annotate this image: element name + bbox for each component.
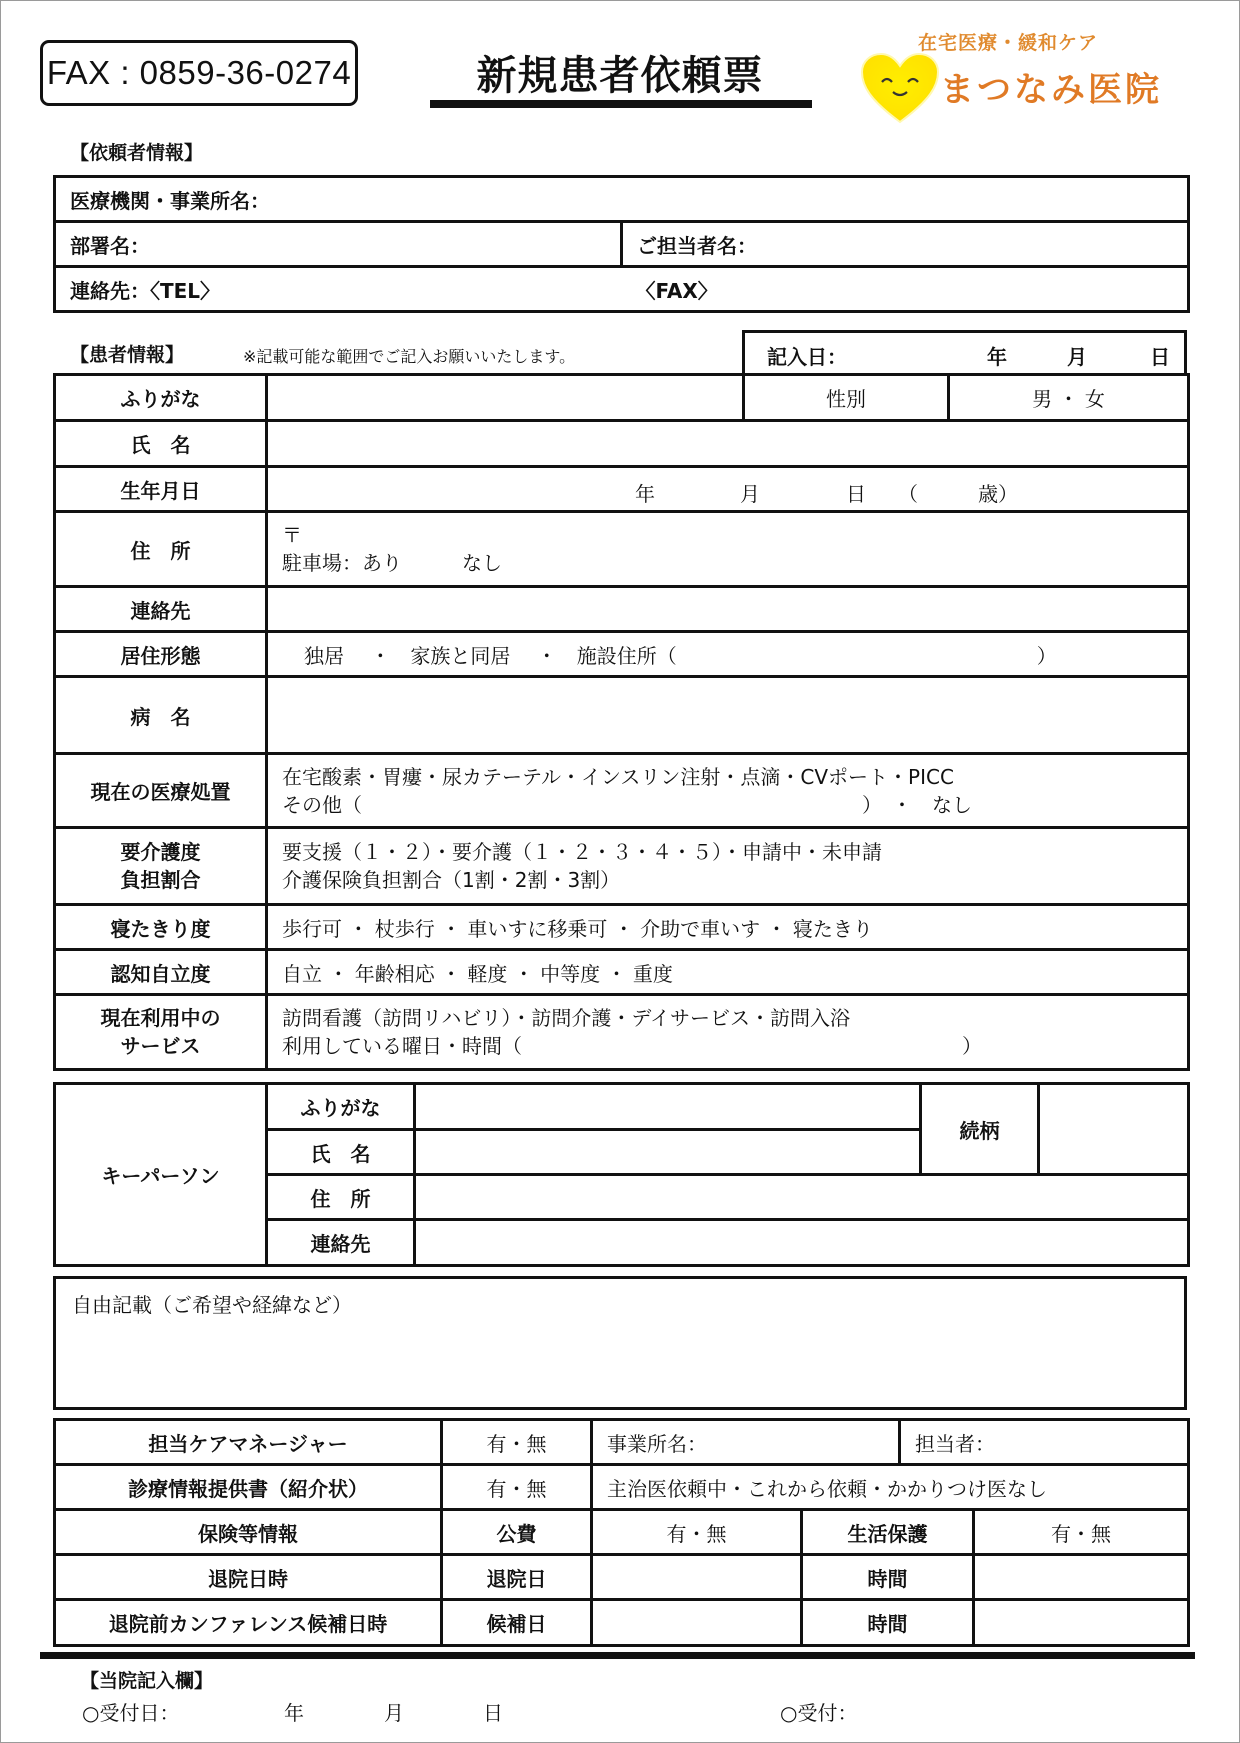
conference-time-label: 時間 [802,1600,974,1646]
conference-label: 退院前カンファレンス候補日時 [55,1600,442,1646]
keyperson-relation-input[interactable] [1039,1084,1189,1175]
discharge-date-label: 退院日 [442,1555,592,1600]
referral-options[interactable]: 主治医依頼中・これから依頼・かかりつけ医なし [592,1465,1189,1510]
smiling-heart-icon [860,52,940,124]
table-row [55,1510,1189,1555]
entry-date-box[interactable] [742,330,1187,373]
welfare-yesno[interactable]: 有・無 [974,1510,1189,1555]
keyperson-furigana-label: ふりがな [267,1084,415,1130]
public-expense-label: 公費 [442,1510,592,1555]
dementia-label: 認知自立度 [55,950,267,995]
received-by-label: ○受付： [780,1701,858,1725]
table-row [55,632,1189,677]
fax-field[interactable] [622,267,1189,312]
birthdate-input[interactable] [267,467,1189,512]
table-row [55,1600,1189,1646]
treatment-options[interactable] [267,754,1189,828]
table-row [55,587,1189,632]
keyperson-name-input[interactable] [415,1130,921,1175]
table-row [55,1084,1189,1130]
table-row [55,1555,1189,1600]
logo-subtitle: 在宅医療・緩和ケア [918,32,1099,54]
care-level-line2: 介護保険負担割合（1割・2割・3割） [282,868,621,892]
furigana-input[interactable] [267,375,744,421]
clinic-name: まつなみ医院 [940,70,1162,110]
birth-month: 月 [740,482,760,506]
received-year: 年 [284,1701,304,1725]
keyperson-furigana-input[interactable] [415,1084,921,1130]
fax-number: FAX : 0859-36-0274 [46,54,352,91]
name-label: 氏 名 [55,421,267,467]
entry-date-year: 年 [987,345,1007,369]
contact-person-label: ご担当者名： [637,233,757,258]
table-row [55,950,1189,995]
disease-label: 病 名 [55,677,267,754]
table-row [55,828,1189,905]
table-row [55,1465,1189,1510]
office-use-divider [40,1652,1195,1659]
care-level-line1: 要支援（１・２）・要介護（１・２・３・４・５）・申請中・未申請 [282,840,882,864]
disease-input[interactable] [267,677,1189,754]
welfare-label: 生活保護 [802,1510,974,1555]
keyperson-table [53,1082,1190,1267]
services-label1: 現在利用中の [100,1006,221,1030]
services-options[interactable] [267,995,1189,1070]
received-date-label: ○受付日： [82,1701,180,1725]
discharge-date-input[interactable] [592,1555,802,1600]
contact-input[interactable] [267,587,1189,632]
residence-label: 居住形態 [55,632,267,677]
tel-label: 連絡先：〈TEL〉 [70,278,221,303]
bottom-table [53,1418,1190,1647]
keyperson-address-label: 住 所 [267,1175,415,1220]
free-note-label: 自由記載（ご希望や経緯など） [72,1293,352,1317]
gender-label: 性別 [744,375,949,421]
office-use-heading: 【当院記入欄】 [80,1670,214,1692]
birthdate-label: 生年月日 [55,467,267,512]
postal-mark: 〒 [282,523,302,547]
dementia-options[interactable]: 自立 ・ 年齢相応 ・ 軽度 ・ 中等度 ・ 重度 [267,950,1189,995]
care-level-label2: 負担割合 [120,868,201,892]
keyperson-relation-label: 続柄 [921,1084,1039,1175]
care-level-options[interactable] [267,828,1189,905]
contact-label: 連絡先 [55,587,267,632]
care-manager-yesno[interactable]: 有・無 [442,1420,592,1465]
residence-options[interactable]: 独居 ・ 家族と同居 ・ 施設住所（ ） [267,632,1189,677]
patient-note: ※記載可能な範囲でご記入お願いいたします。 [243,347,576,366]
table-row [55,467,1189,512]
patient-heading: 【患者情報】 [70,344,185,366]
entry-date-day: 日 [1150,345,1170,369]
name-input[interactable] [267,421,1189,467]
table-row [55,512,1189,587]
table-row [55,754,1189,828]
birth-age: （ 歳） [898,482,1018,506]
table-row [55,1420,1189,1465]
bedridden-label: 寝たきり度 [55,905,267,950]
services-label [55,995,267,1070]
address-input[interactable] [267,512,1189,587]
keyperson-contact-label: 連絡先 [267,1220,415,1266]
table-row [55,421,1189,467]
keyperson-contact-input[interactable] [415,1220,1189,1266]
care-manager-office[interactable]: 事業所名： [592,1420,900,1465]
treatment-line1: 在宅酸素・胃瘻・尿カテーテル・インスリン注射・点滴・CVポート・PICC [282,764,954,789]
free-note-box[interactable] [53,1276,1187,1410]
services-label2: サービス [120,1034,201,1058]
requester-table [53,175,1190,313]
department-label: 部署名： [70,233,150,258]
birth-day: 日 [846,482,866,506]
treatment-label: 現在の医療処置 [55,754,267,828]
services-line1: 訪問看護（訪問リハビリ）・訪問介護・デイサービス・訪問入浴 [282,1006,850,1030]
conference-date-input[interactable] [592,1600,802,1646]
parking-options[interactable]: 駐車場：あり なし [282,551,502,575]
conference-date-label: 候補日 [442,1600,592,1646]
services-line2: 利用している曜日・時間（ ） [282,1034,982,1058]
keyperson-name-label: 氏 名 [267,1130,415,1175]
table-row [55,905,1189,950]
bedridden-options[interactable]: 歩行可 ・ 杖歩行 ・ 車いすに移乗可 ・ 介助で車いす ・ 寝たきり [267,905,1189,950]
institution-field[interactable] [55,177,1189,222]
treatment-line2: その他（ ） ・ なし [282,792,972,817]
care-level-label [55,828,267,905]
referral-yesno[interactable]: 有・無 [442,1465,592,1510]
discharge-time-label: 時間 [802,1555,974,1600]
fax-number-box [40,40,358,106]
department-field[interactable] [55,222,622,267]
table-row [55,995,1189,1070]
title-underline [430,100,812,108]
patient-table [53,373,1190,1071]
form-title: 新規患者依頼票 [476,53,764,99]
birth-year: 年 [635,482,655,506]
requester-heading: 【依頼者情報】 [70,142,204,164]
received-month: 月 [384,1701,404,1725]
contact-person-field[interactable] [622,222,1189,267]
public-expense-yesno[interactable]: 有・無 [592,1510,802,1555]
entry-date-label: 記入日： [767,345,847,369]
keyperson-address-input[interactable] [415,1175,1189,1220]
care-manager-person[interactable]: 担当者： [900,1420,1189,1465]
fax-label: 〈FAX〉 [635,278,718,303]
discharge-label: 退院日時 [55,1555,442,1600]
care-level-label1: 要介護度 [120,840,201,864]
conference-time-input[interactable] [974,1600,1189,1646]
gender-options[interactable]: 男 ・ 女 [949,375,1189,421]
keyperson-label: キーパーソン [55,1084,267,1266]
entry-date-month: 月 [1067,345,1087,369]
insurance-label: 保険等情報 [55,1510,442,1555]
table-row [55,677,1189,754]
institution-label: 医療機関・事業所名： [70,188,270,213]
care-manager-label: 担当ケアマネージャー [55,1420,442,1465]
furigana-label: ふりがな [55,375,267,421]
table-row [55,375,1189,421]
address-label: 住 所 [55,512,267,587]
tel-field[interactable] [55,267,622,312]
referral-label: 診療情報提供書（紹介状） [55,1465,442,1510]
received-day: 日 [483,1701,503,1725]
discharge-time-input[interactable] [974,1555,1189,1600]
